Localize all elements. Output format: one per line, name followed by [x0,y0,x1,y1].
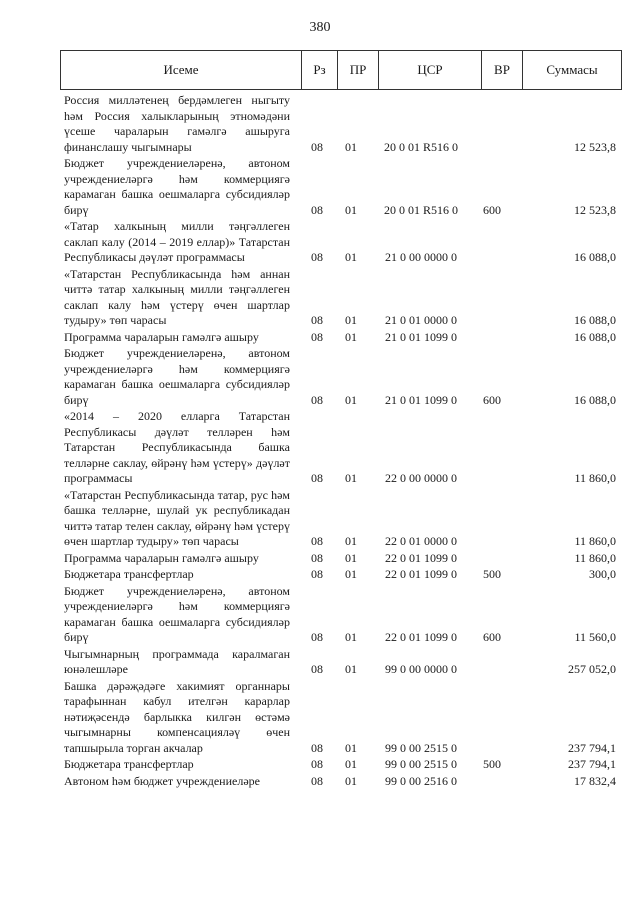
row-pr: 01 [345,773,357,788]
header-sum: Суммасы [523,51,622,90]
row-csr: 20 0 01 R516 0 [383,139,458,154]
row-vr: 600 [483,630,501,644]
table-row [0,93,640,155]
row-name: Бюджет учреждениеләренә, автоном учреждениеләргә һәм коммерциягә карамаган башка оешмаларга субсидияләр бирү [64,583,290,644]
header-pr: ПР [338,51,379,90]
header-rz: Рз [302,51,338,90]
row-sum: 16 088,0 [574,250,616,264]
row-rz: 08 [311,329,323,344]
row-pr: 01 [345,202,357,217]
table-row [0,346,640,408]
row-rz: 08 [311,567,323,581]
row-pr: 01 [345,392,357,407]
row-pr: 01 [345,757,357,771]
table-row [0,330,640,346]
row-name: Башка дәрәҗәдәге хакимият органнары тарафыннан кабул ителгән карарлар нәтиҗәсендә барлыкка килгән өстәмә чыгымнарны компенсацияләү өчен тапшырыла торган акчалар [64,678,290,755]
row-rz: 08 [311,471,323,485]
row-sum: 300,0 [589,567,616,581]
row-sum: 12 523,8 [574,139,616,154]
row-pr: 01 [345,329,357,344]
row-name: Автоном һәм бюджет учреждениеләре [64,773,260,788]
row-rz: 08 [311,392,323,407]
row-csr: 99 0 00 2515 0 [385,757,457,771]
header-name: Исеме [61,51,302,90]
row-name: «Татар халкының милли тәңгәллеген саклап калу (2014 – 2019 еллар)» Татарстан Республикасы дәүләт программасы [64,219,290,264]
row-pr: 01 [345,740,357,755]
row-name: «2014 – 2020 елларга Татарстан Республикасы дәүләт телләрен һәм Татарстан Республикасында башка телләрне саклау, өйрәнү һәм үстерү» дәүләт программасы [64,409,290,485]
row-sum: 11 860,0 [574,471,616,485]
row-csr: 21 0 01 0000 0 [385,313,457,327]
row-pr: 01 [345,567,357,581]
row-csr: 99 0 00 2515 0 [385,740,457,755]
row-name: Бюджет учреждениеләренә, автоном учреждениеләргә һәм коммерциягә карамаган башка оешмаларга субсидияләр бирү [64,156,290,217]
row-sum: 12 523,8 [574,202,616,217]
table-row [0,488,640,550]
table-row [0,757,640,773]
table-row [0,774,640,790]
row-rz: 08 [311,313,323,327]
row-pr: 01 [345,313,357,327]
table-row [0,409,640,487]
row-csr: 22 0 00 0000 0 [385,471,457,485]
row-name: Бюджетара трансфертлар [64,567,194,581]
table-row [0,647,640,678]
row-sum: 16 088,0 [574,329,616,344]
row-rz: 08 [311,630,323,644]
table-row [0,567,640,583]
row-pr: 01 [345,630,357,644]
row-pr: 01 [345,550,357,565]
row-rz: 08 [311,534,323,548]
table-header [60,50,622,90]
row-pr: 01 [345,662,357,676]
table-body [0,93,640,789]
row-name: Бюджетара трансфертлар [64,757,194,771]
row-csr: 99 0 00 0000 0 [385,662,457,676]
row-name: Бюджет учреждениеләренә, автоном учреждениеләргә һәм коммерциягә карамаган башка оешмаларга субсидияләр бирү [64,346,290,407]
row-sum: 237 794,1 [568,740,616,755]
row-rz: 08 [311,740,323,755]
row-name: Россия милләтенең бердәмлеген ныгыту һәм Россия халыкларының этномәдәни үсеше чараларын гамәлгә ашыруга финанслашу чыгымнары [64,93,290,154]
row-csr: 21 0 00 0000 0 [385,250,457,264]
table-row [0,679,640,757]
row-csr: 22 0 01 1099 0 [385,630,457,644]
row-sum: 11 860,0 [574,550,616,565]
row-name: Программа чараларын гамәлгә ашыру [64,329,259,344]
row-rz: 08 [311,202,323,217]
row-rz: 08 [311,550,323,565]
row-pr: 01 [345,471,357,485]
row-vr: 600 [483,392,501,407]
row-pr: 01 [345,250,357,264]
row-name: Программа чараларын гамәлгә ашыру [64,550,259,565]
table-row [0,584,640,646]
row-sum: 237 794,1 [568,757,616,771]
row-rz: 08 [311,662,323,676]
row-csr: 21 0 01 1099 0 [385,392,457,407]
table-row [0,267,640,329]
header-vr: ВР [482,51,523,90]
row-name: «Татарстан Республикасында һәм аннан читтә татар халкының милли тәңгәллеген саклап калу һәм үстерү өчен шартлар тудыру» төп чарасы [64,266,290,327]
table-row [0,219,640,266]
page-number: 380 [309,20,331,35]
row-rz: 08 [311,250,323,264]
table-row [0,551,640,567]
row-pr: 01 [345,139,357,154]
row-vr: 500 [483,567,501,581]
table-row [0,156,640,218]
row-rz: 08 [311,757,323,771]
row-name: «Татарстан Республикасында татар, рус һәм башка телләрне, шулай ук республикадан читтә татар телен саклау, өйрәнү һәм үстерү өчен шартлар тудыру» төп чарасы [64,487,290,548]
row-pr: 01 [345,534,357,548]
row-vr: 600 [483,202,501,217]
row-sum: 16 088,0 [574,313,616,327]
row-sum: 257 052,0 [568,662,616,676]
row-csr: 99 0 00 2516 0 [385,773,457,788]
row-csr: 22 0 01 1099 0 [385,567,457,581]
row-sum: 11 860,0 [574,534,616,548]
row-csr: 22 0 01 0000 0 [385,534,457,548]
row-rz: 08 [311,139,323,154]
row-sum: 17 832,4 [574,773,616,788]
row-sum: 16 088,0 [574,392,616,407]
row-csr: 21 0 01 1099 0 [385,329,457,344]
row-sum: 11 560,0 [574,630,616,644]
row-vr: 500 [483,757,501,771]
header-csr: ЦСР [379,51,482,90]
row-name: Чыгымнарның программада каралмаган юнәлешләре [64,646,290,676]
row-csr: 22 0 01 1099 0 [385,550,457,565]
row-csr: 20 0 01 R516 0 [383,202,458,217]
row-rz: 08 [311,773,323,788]
